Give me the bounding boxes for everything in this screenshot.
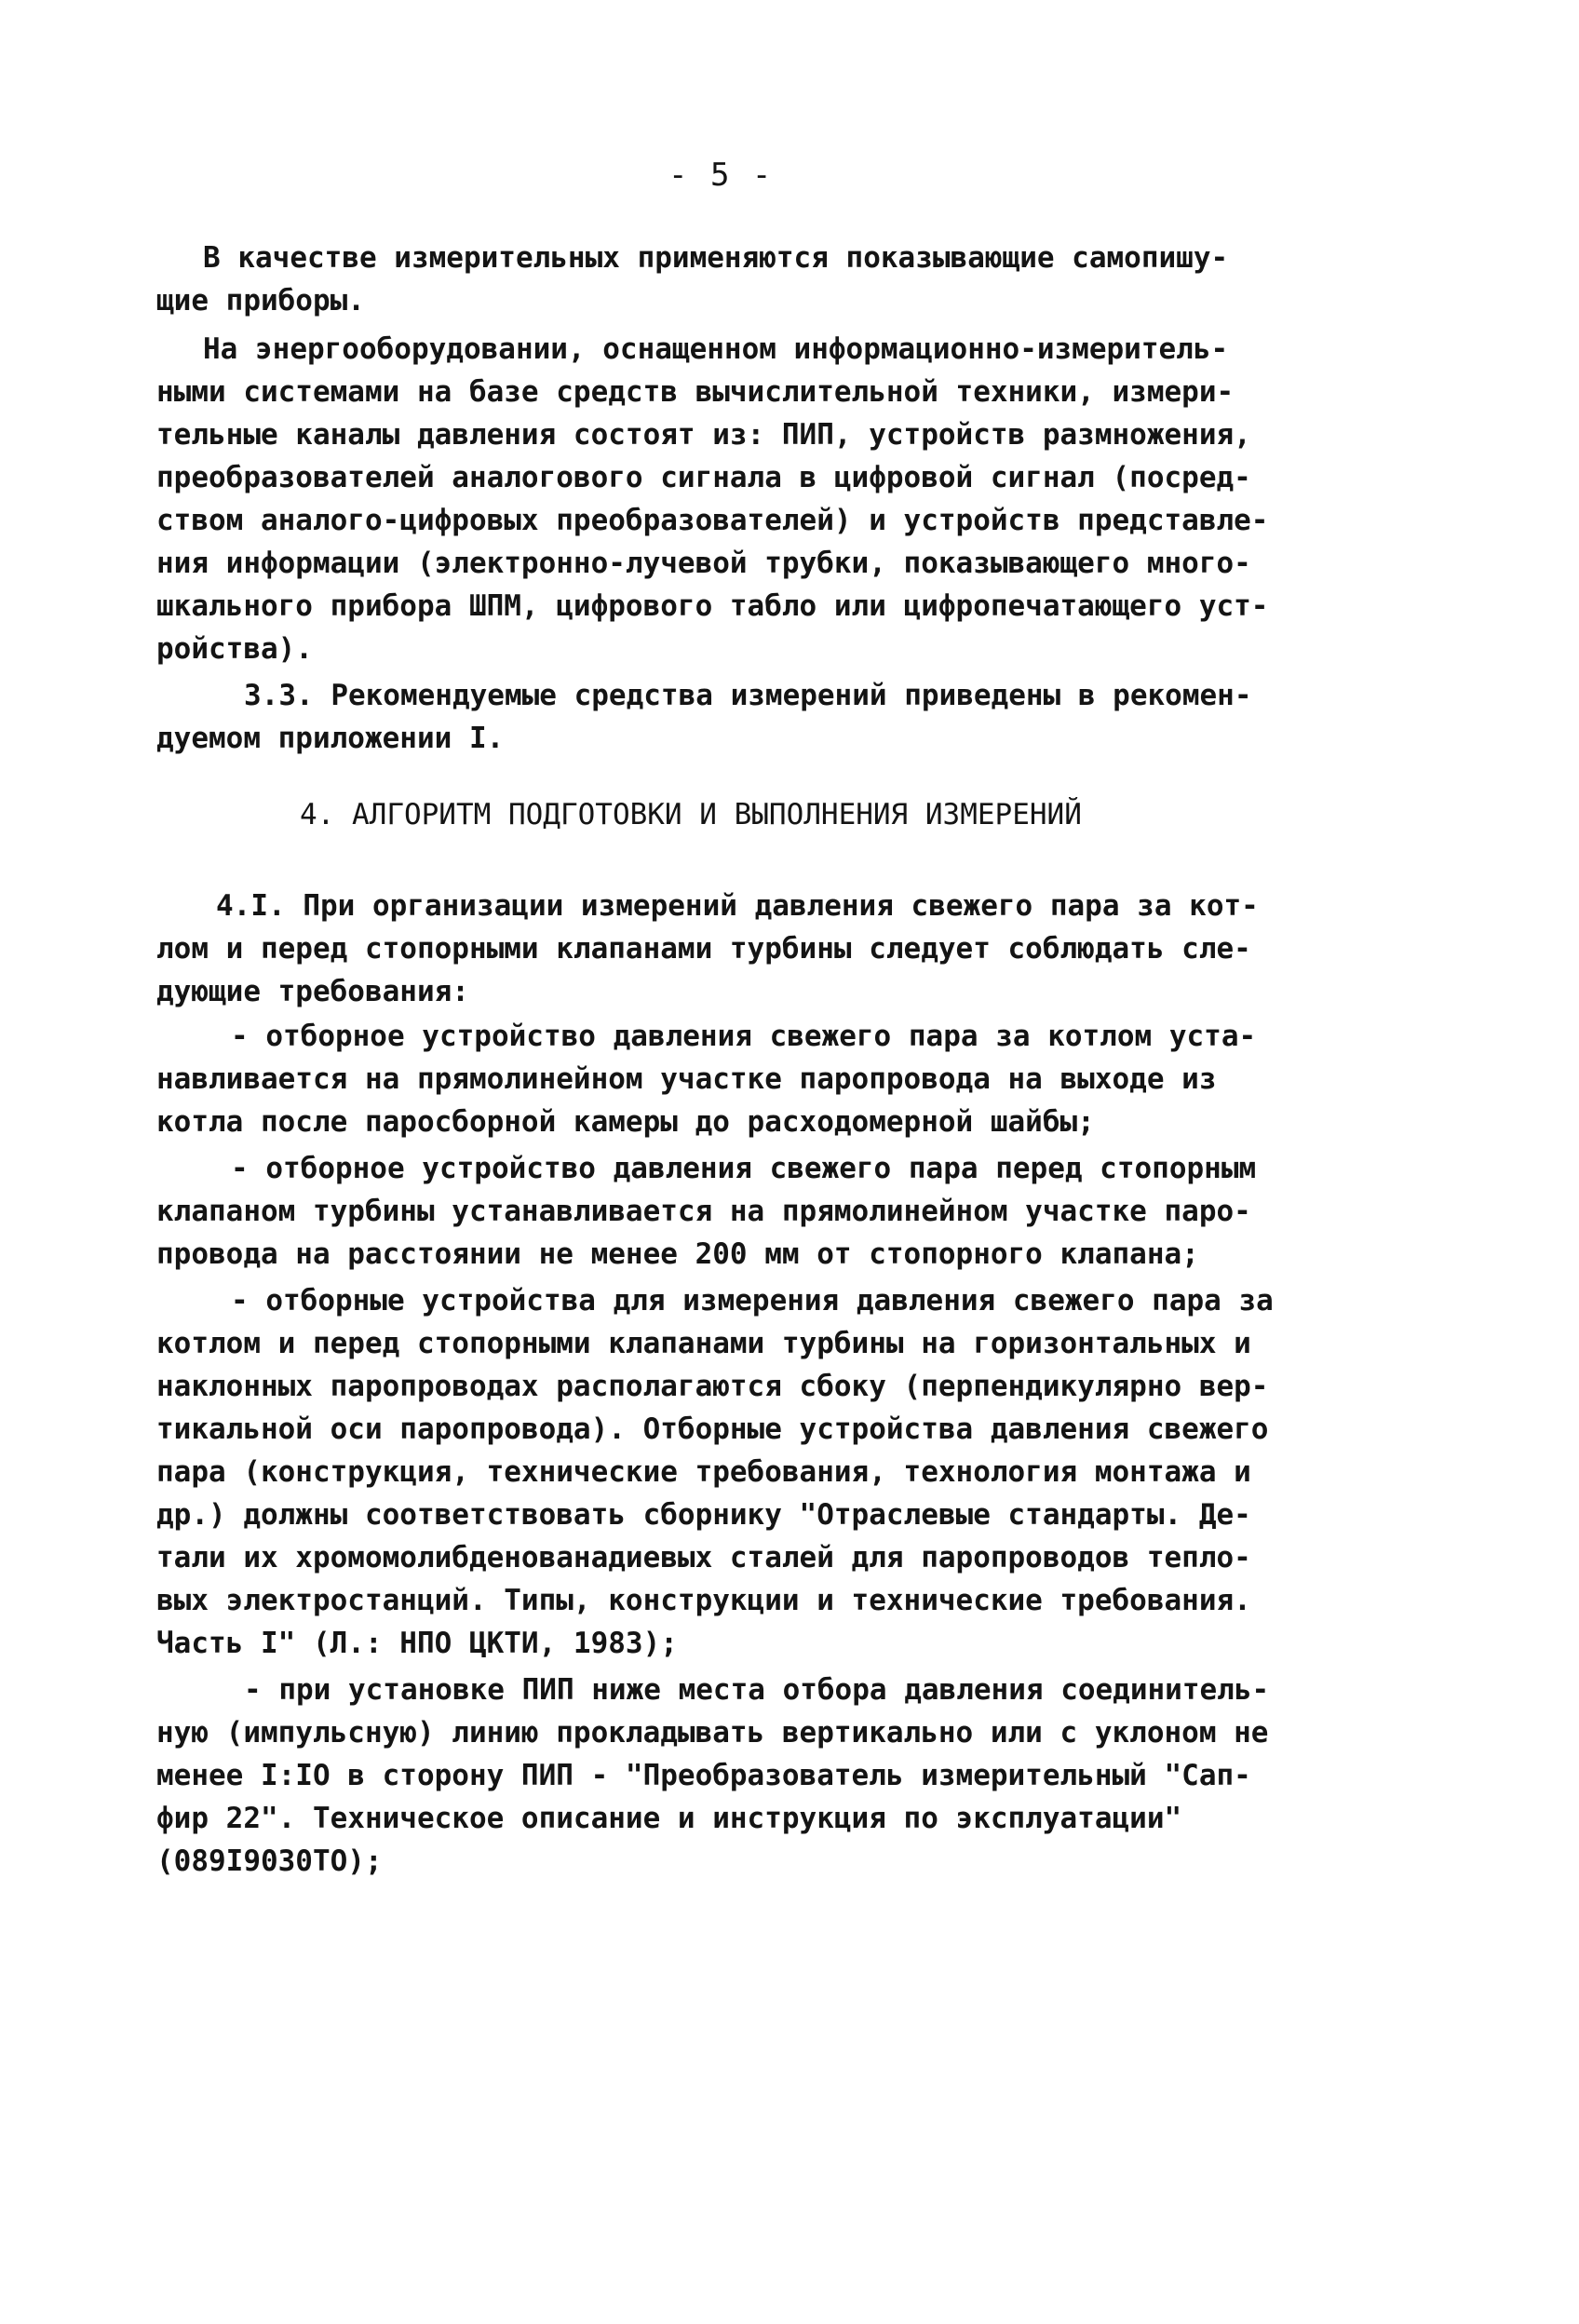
text-line: котлом и перед стопорными клапанами турбины на горизонтальных и [156,1327,1251,1360]
text-line: дующие требования: [156,975,469,1008]
text-line: котла после паросборной камеры до расходомерной шайбы; [156,1105,1095,1139]
text-line: преобразователей аналогового сигнала в цифровой сигнал (посред- [156,461,1251,494]
text-line: др.) должны соответствовать сборнику "Отраслевые стандарты. Де- [156,1498,1251,1532]
text-line: - при установке ПИП ниже места отбора давления соединитель- [244,1673,1270,1707]
text-line: ройства). [156,632,313,666]
page-number: - 5 - [668,156,774,194]
text-line: 4.I. При организации измерений давления свежего пара за кот- [216,889,1259,923]
text-line: На энергооборудовании, оснащенном информационно-измеритель- [203,332,1229,366]
text-line: В качестве измерительных применяются показывающие самопишу- [203,241,1229,275]
text-line: тали их хромомолибденованадиевых сталей для паропроводов тепло- [156,1541,1251,1574]
text-line: навливается на прямолинейном участке паропровода на выходе из [156,1062,1217,1096]
text-line: Часть I" (Л.: НПО ЦКТИ, 1983); [156,1627,678,1660]
text-line: (089I9030TO); [156,1844,383,1878]
text-line: лом и перед стопорными клапанами турбины следует соблюдать сле- [156,932,1251,966]
text-line: фир 22". Техническое описание и инструкция по эксплуатации" [156,1802,1182,1835]
text-line: щие приборы. [156,284,365,318]
text-line: - отборное устройство давления свежего пара за котлом уста- [231,1020,1257,1053]
text-line: вых электростанций. Типы, конструкции и технические требования. [156,1584,1251,1617]
text-line: клапаном турбины устанавливается на прямолинейном участке паро- [156,1195,1251,1228]
text-line: ния информации (электронно-лучевой трубки, показывающего много- [156,547,1251,580]
text-line: тельные каналы давления состоят из: ПИП, устройств размножения, [156,418,1251,452]
text-line: шкального прибора ШПМ, цифрового табло или цифропечатающего уст- [156,589,1269,623]
text-line: - отборное устройство давления свежего пара перед стопорным [231,1152,1257,1185]
section-heading: 4. АЛГОРИТМ ПОДГОТОВКИ И ВЫПОЛНЕНИЯ ИЗМЕРЕНИЙ [300,798,1082,831]
text-line: 3.3. Рекомендуемые средства измерений приведены в рекомен- [244,679,1252,712]
text-line: ными системами на базе средств вычислительной техники, измери- [156,375,1235,409]
text-line: наклонных паропроводах располагаются сбоку (перпендикулярно вер- [156,1370,1269,1403]
text-line: ную (импульсную) линию прокладывать вертикально или с уклоном не [156,1716,1269,1750]
text-line: ством аналого-цифровых преобразователей) и устройств представле- [156,504,1269,537]
text-line: дуемом приложении I. [156,722,505,755]
text-line: провода на расстоянии не менее 200 мм от стопорного клапана; [156,1237,1199,1271]
text-line: - отборные устройства для измерения давления свежего пара за [231,1284,1274,1317]
text-line: тикальной оси паропровода). Отборные устройства давления свежего [156,1412,1269,1446]
text-line: менее I:IO в сторону ПИП - "Преобразователь измерительный "Сап- [156,1759,1251,1792]
text-line: пара (конструкция, технические требования, технология монтажа и [156,1455,1251,1489]
